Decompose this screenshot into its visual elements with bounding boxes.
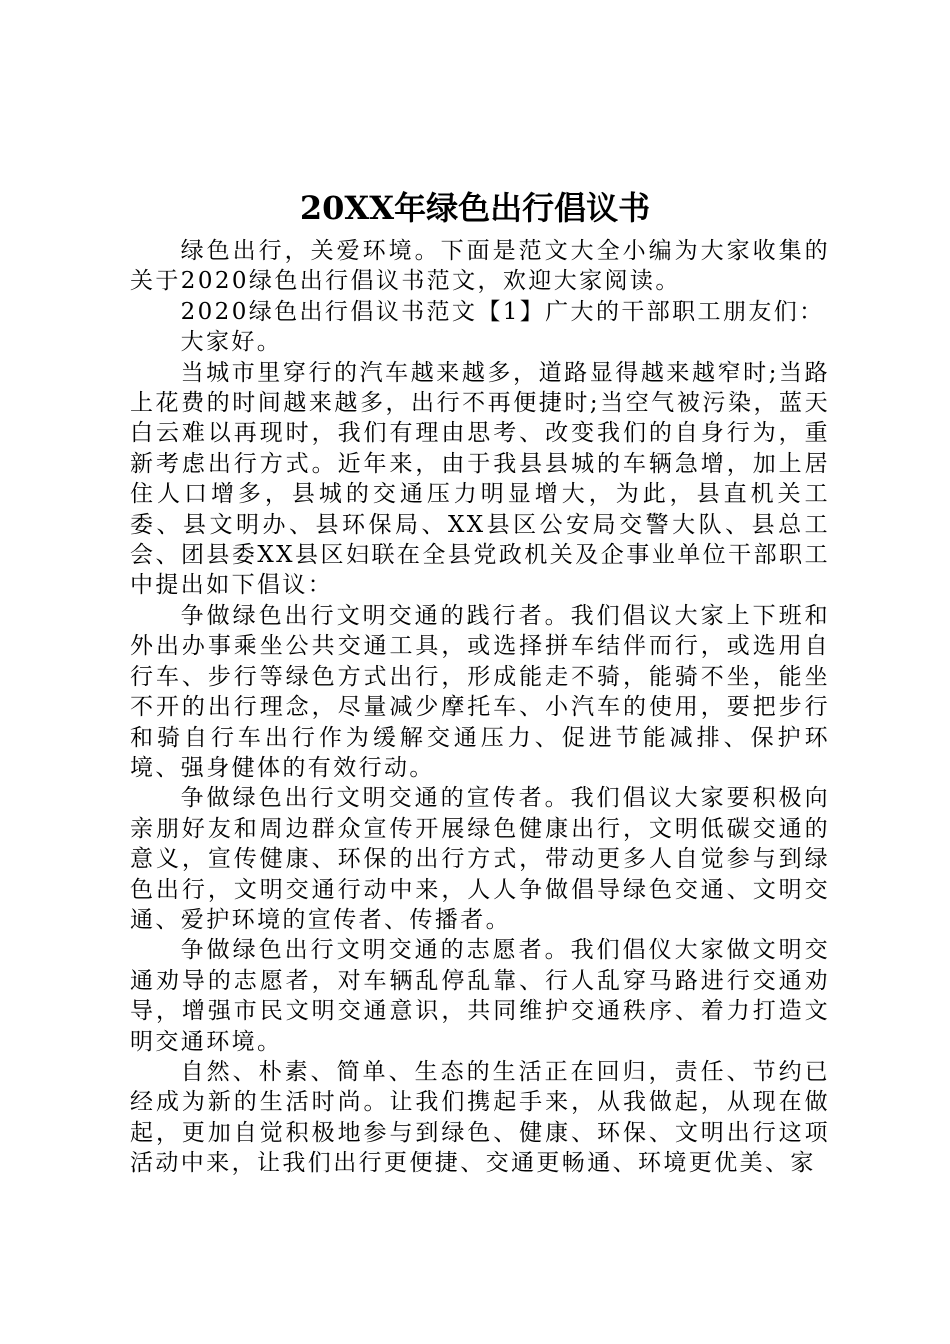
paragraph-intro: 绿色出行，关爱环境。下面是范文大全小编为大家收集的关于2020绿色出行倡议书范文，欢迎大家阅读。 (130, 238, 830, 295)
paragraph-heading: 2020绿色出行倡议书范文【1】广大的干部职工朋友们： (180, 298, 825, 325)
paragraph-closing: 自然、朴素、简单、生态的生活正在回归，责任、节约已经成为新的生活时尚。让我们携起手来，从我做起，从现在做起，更加自觉积极地参与到绿色、健康、环保、文明出行这项活动中来，让我们出行更便捷、交通更畅通、环境更优美、家 (130, 1058, 830, 1177)
document-title: 20XX年绿色出行倡议书 (299, 189, 651, 227)
document-body (130, 236, 830, 1179)
paragraph-background: 当城市里穿行的汽车越来越多，道路显得越来越窄时;当路上花费的时间越来越多，出行不再便捷时;当空气被污染，蓝天白云难以再现时，我们有理由思考、改变我们的自身行为，重新考虑出行方式。近年来，由于我县县城的车辆急增，加上居住人口增多，县城的交通压力明显增大，为此，县直机关工委、县文明办、县环保局、XX县区公安局交警大队、县总工会、团县委XX县区妇联在全县党政机关及企事业单位干部职工中提出如下倡议： (130, 359, 830, 599)
paragraph-promoter: 争做绿色出行文明交通的宣传者。我们倡议大家要积极向亲朋好友和周边群众宣传开展绿色健康出行，文明低碳交通的意义，宣传健康、环保的出行方式，带动更多人自觉参与到绿色出行，文明交通行动中来，人人争做倡导绿色交通、文明交通、爱护环境的宣传者、传播者。 (130, 785, 830, 933)
paragraph-volunteer: 争做绿色出行文明交通的志愿者。我们倡仪大家做文明交通劝导的志愿者，对车辆乱停乱靠、行人乱穿马路进行交通劝导，增强市民文明交通意识，共同维护交通秩序、着力打造文明交通环境。 (130, 937, 830, 1055)
paragraph-practitioner: 争做绿色出行文明交通的践行者。我们倡议大家上下班和外出办事乘坐公共交通工具，或选择拼车结伴而行，或选用自行车、步行等绿色方式出行，形成能走不骑，能骑不坐，能坐不开的出行理念，尽量减少摩托车、小汽车的使用，要把步行和骑自行车出行作为缓解交通压力、促进节能减排、保护环境、强身健体的有效行动。 (130, 602, 830, 781)
paragraph-greeting: 大家好。 (180, 329, 283, 356)
